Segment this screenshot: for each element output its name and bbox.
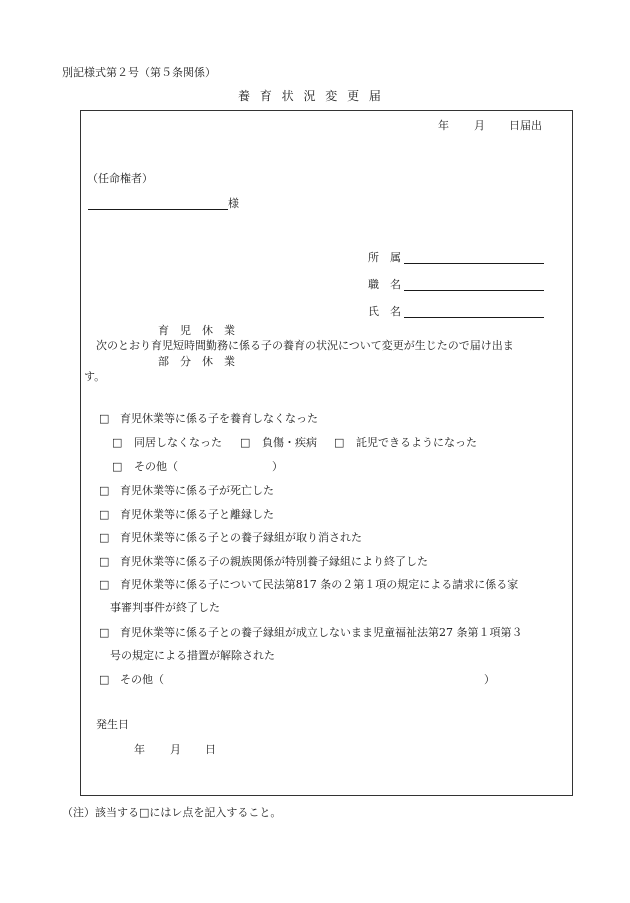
checkbox-child-dissolved[interactable]: □ xyxy=(99,508,110,521)
checkbox-adoption-cancelled[interactable]: □ xyxy=(99,531,110,544)
statement-line-2: す。 xyxy=(84,370,106,383)
position-field[interactable] xyxy=(404,290,544,291)
checkbox-child-deceased[interactable]: □ xyxy=(99,484,110,497)
item-other-close: ） xyxy=(484,673,495,686)
submission-day-label: 日届出 xyxy=(509,119,542,132)
item-child-welfare-line-1: 育児休業等に係る子との養子縁組が成立しないまま児童福祉法第27 条第１項第３ xyxy=(120,626,523,639)
item-sub-other: その他（ xyxy=(134,460,178,473)
item-daycare-possible: 託児できるようになった xyxy=(356,436,477,449)
form-number: 別記様式第２号（第５条関係） xyxy=(62,66,216,79)
submission-year-label: 年 xyxy=(438,119,449,132)
affiliation-label: 所 属 xyxy=(368,251,401,264)
occurrence-year-label: 年 xyxy=(134,743,145,756)
item-other: その他（ xyxy=(120,673,164,686)
occurrence-month-label: 月 xyxy=(170,743,181,756)
affiliation-field[interactable] xyxy=(404,263,544,264)
item-injury-illness: 負傷・疾病 xyxy=(262,436,317,449)
checkbox-no-longer-rearing[interactable]: □ xyxy=(99,412,110,425)
addressee-underline[interactable] xyxy=(88,209,228,210)
appointing-authority-label: （任命権者） xyxy=(87,172,153,185)
statement-option-partial-leave: 部 分 休 業 xyxy=(158,355,235,368)
statement-option-childcare-leave: 育 児 休 業 xyxy=(158,324,235,337)
item-sub-other-close: ） xyxy=(272,460,283,473)
sub-other-input[interactable] xyxy=(186,460,272,474)
item-child-welfare-line-2: 号の規定による措置が解除された xyxy=(110,649,275,662)
position-label: 職 名 xyxy=(368,278,401,291)
checkbox-injury-illness[interactable]: □ xyxy=(240,436,251,449)
checkbox-child-welfare[interactable]: □ xyxy=(99,626,110,639)
checkbox-not-cohabiting[interactable]: □ xyxy=(112,436,123,449)
checkbox-daycare-possible[interactable]: □ xyxy=(334,436,345,449)
item-adoption-cancelled: 育児休業等に係る子との養子縁組が取り消された xyxy=(120,531,362,544)
other-input[interactable] xyxy=(174,673,484,687)
form-frame xyxy=(80,110,573,796)
form-title: 養 育 状 況 変 更 届 xyxy=(238,89,384,103)
name-field[interactable] xyxy=(404,317,544,318)
checkbox-sub-other[interactable]: □ xyxy=(112,460,123,473)
checkbox-civil-code[interactable]: □ xyxy=(99,578,110,591)
checkbox-other[interactable]: □ xyxy=(99,673,110,686)
item-no-longer-rearing: 育児休業等に係る子を養育しなくなった xyxy=(120,412,318,425)
item-not-cohabiting: 同居しなくなった xyxy=(134,436,222,449)
item-child-dissolved: 育児休業等に係る子と離縁した xyxy=(120,508,274,521)
statement-line-1: 次のとおり育児短時間勤務に係る子の養育の状況について変更が生じたので届け出ま xyxy=(96,339,514,352)
footnote: （注）該当する□にはレ点を記入すること。 xyxy=(62,806,282,819)
occurrence-day-label: 日 xyxy=(205,743,216,756)
occurrence-date-label: 発生日 xyxy=(96,718,129,731)
addressee-honorific: 様 xyxy=(228,197,239,210)
submission-month-label: 月 xyxy=(474,119,485,132)
item-child-deceased: 育児休業等に係る子が死亡した xyxy=(120,484,274,497)
item-civil-code-line-1: 育児休業等に係る子について民法第817 条の２第１項の規定による請求に係る家 xyxy=(120,578,519,591)
name-label: 氏 名 xyxy=(368,305,401,318)
item-special-adoption-ended: 育児休業等に係る子の親族関係が特別養子縁組により終了した xyxy=(120,555,428,568)
checkbox-special-adoption-ended[interactable]: □ xyxy=(99,555,110,568)
item-civil-code-line-2: 事審判事件が終了した xyxy=(110,601,220,614)
